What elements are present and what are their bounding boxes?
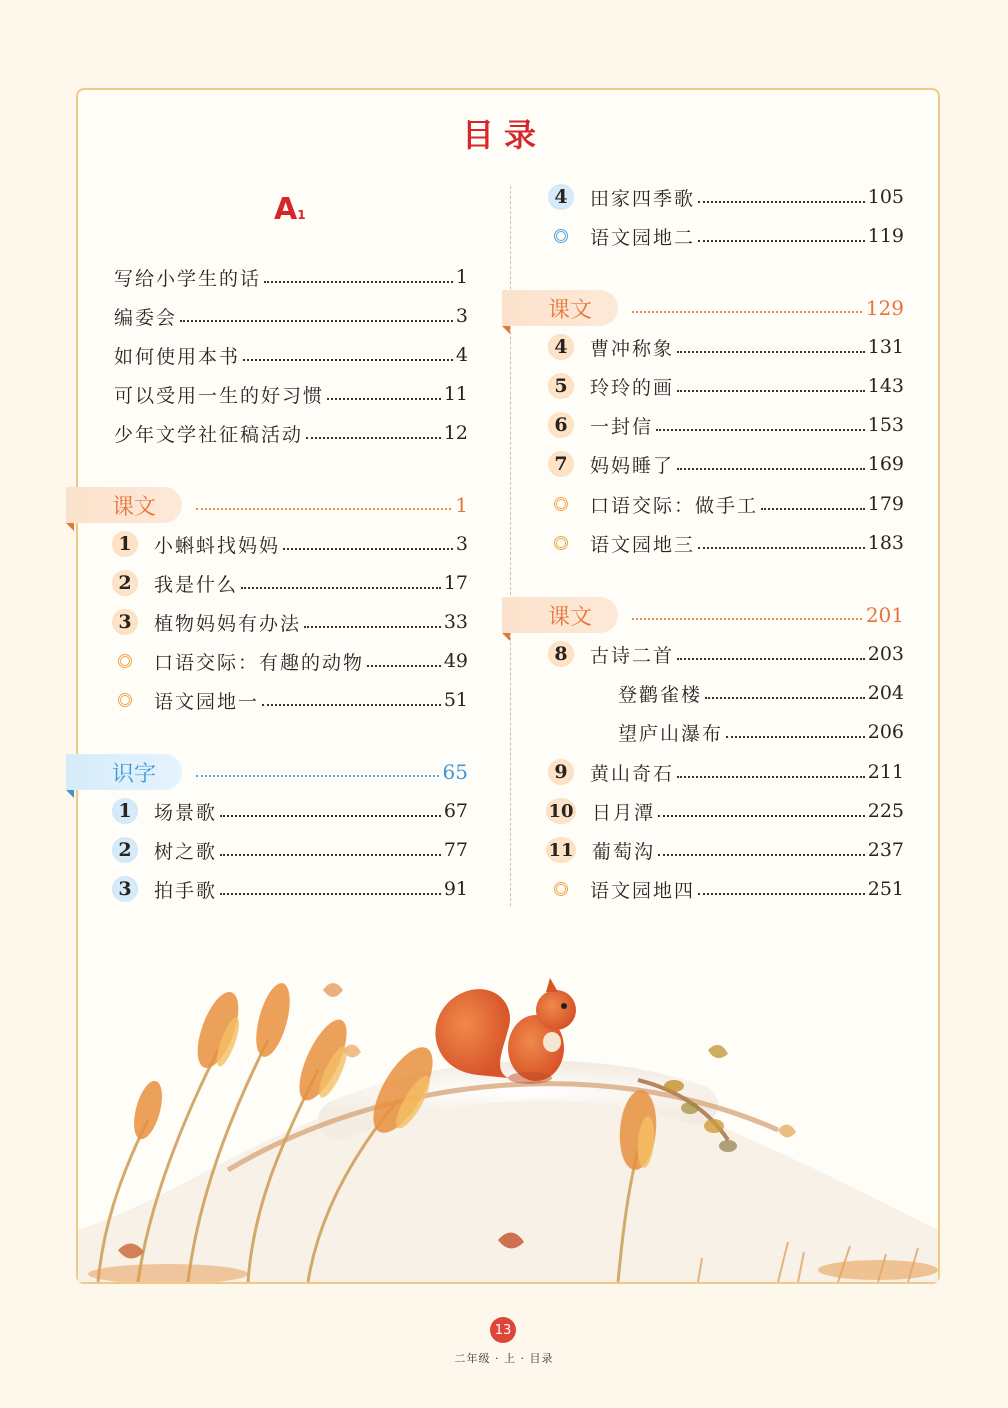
lesson-number-badge: 11 [546,837,576,863]
toc-entry[interactable]: 2 树之歌 77 [112,835,468,865]
toc-subentry[interactable]: 望庐山瀑布 206 [618,721,904,745]
toc-entry[interactable]: 语文园地二 119 [548,221,904,251]
toc-entry[interactable]: 1 场景歌 67 [112,796,468,826]
volume-mark: A1 [274,192,306,227]
lesson-number-badge: 4 [548,334,574,360]
lesson-number-badge: 7 [548,451,574,477]
toc-entry[interactable]: 1 小蝌蚪找妈妈 3 [112,529,468,559]
section-header-kewen-2[interactable]: 课文 129 [502,290,904,326]
lesson-number-badge: 3 [112,876,138,902]
toc-entry[interactable]: 8 古诗二首 203 [548,639,904,669]
lesson-number-badge: 1 [112,531,138,557]
circle-marker-icon [548,491,574,517]
lesson-number-badge: 2 [112,570,138,596]
toc-entry[interactable]: 9 黄山奇石 211 [548,757,904,787]
circle-marker-icon [112,648,138,674]
toc-entry[interactable]: 写给小学生的话 1 [114,266,468,290]
lesson-number-badge: 3 [112,609,138,635]
section-header-shizi[interactable]: 识字 65 [66,754,468,790]
autumn-squirrel-illustration [78,930,938,1282]
toc-subentry[interactable]: 登鹳雀楼 204 [618,682,904,706]
circle-marker-icon [548,876,574,902]
toc-entry[interactable]: 3 拍手歌 91 [112,874,468,904]
circle-marker-icon [112,687,138,713]
circle-marker-icon [548,223,574,249]
section-header-kewen-3[interactable]: 课文 201 [502,597,904,633]
page-number-badge: 13 [490,1317,516,1343]
toc-entry[interactable]: 少年文学社征稿活动 12 [114,422,468,446]
lesson-number-badge: 9 [548,759,574,785]
toc-entry[interactable]: 语文园地四 251 [548,874,904,904]
lesson-number-badge: 1 [112,798,138,824]
toc-entry[interactable]: 口语交际：有趣的动物 49 [112,646,468,676]
lesson-number-badge: 10 [546,798,576,824]
toc-entry[interactable]: 可以受用一生的好习惯 11 [114,383,468,407]
lesson-number-badge: 2 [112,837,138,863]
toc-entry[interactable]: 如何使用本书 4 [114,344,468,368]
page-title: 目录 [461,116,546,154]
toc-entry[interactable]: 2 我是什么 17 [112,568,468,598]
toc-entry[interactable]: 口语交际：做手工 179 [548,489,904,519]
circle-marker-icon [548,530,574,556]
section-header-kewen-1[interactable]: 课文 1 [66,487,468,523]
lesson-number-badge: 5 [548,373,574,399]
toc-entry[interactable]: 6 一封信 153 [548,410,904,440]
toc-entry[interactable]: 语文园地一 51 [112,685,468,715]
toc-entry[interactable]: 4 曹冲称象 131 [548,332,904,362]
toc-entry[interactable]: 10 日月潭 225 [546,796,904,826]
lesson-number-badge: 4 [548,184,574,210]
toc-entry[interactable]: 11 葡萄沟 237 [546,835,904,865]
lesson-number-badge: 8 [548,641,574,667]
toc-entry[interactable]: 语文园地三 183 [548,528,904,558]
toc-entry[interactable]: 7 妈妈睡了 169 [548,449,904,479]
toc-entry[interactable]: 编委会 3 [114,305,468,329]
lesson-number-badge: 6 [548,412,574,438]
toc-entry[interactable]: 4 田家四季歌 105 [548,182,904,212]
toc-entry[interactable]: 5 玲玲的画 143 [548,371,904,401]
page-footer: 二年级 · 上 · 目录 [454,1352,554,1365]
toc-entry[interactable]: 3 植物妈妈有办法 33 [112,607,468,637]
